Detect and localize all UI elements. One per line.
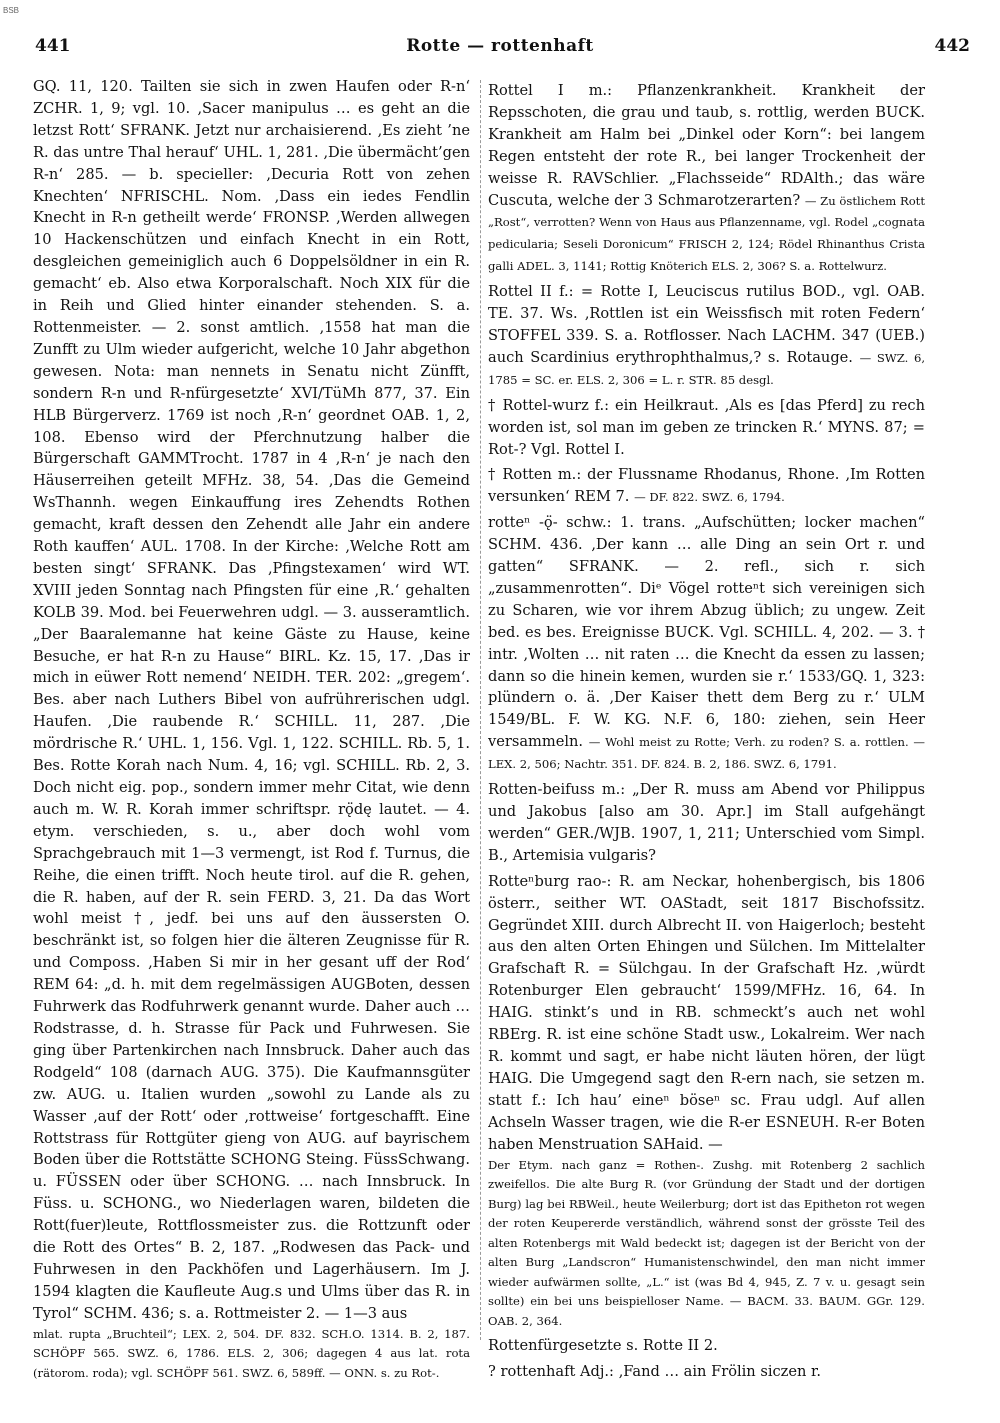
entry-rotten-beifuss [488, 779, 925, 867]
entry-note: — Wohl meist zu Rotte; Verh. zu roden? S. a. rottlen. — LEX. 2, 506; Nachtr. 351. DF. 824. B. 2, 186. SWZ. 6, 1791. [488, 735, 925, 772]
entry-rotten-verb [488, 512, 925, 775]
left-etymology-note: mlat. rupta „Bruchteil“; LEX. 2, 504. DF. 832. SCH.O. 1314. B. 2, 187. SCHÖPF 565. SWZ. 6, 1786. ELS. 2, 306; dagegen 4 aus lat. rota (rätorom. roda); vgl. SCHÖPF 561. SWZ. 6, 589ff. — ONN. s. zu Rot-. [33, 1326, 470, 1380]
library-stamp: BSB [3, 6, 20, 15]
entry-text: ? rottenhaft Adj.: ‚Fand … ain Frölin siczen r. [488, 1362, 822, 1380]
entry-note: — DF. 822. SWZ. 6, 1794. [634, 490, 785, 505]
entry-rottenburg [488, 871, 925, 1331]
entry-text: Rottel I m.: Pflanzenkrankheit. Krankheit der Repsschoten, die grau und taub, s. rottlig, werden BUCK. Krankheit am Halm bei „Dinkel oder Korn“: bei langem Regen entsteht der rote R., bei langer Trockenheit der weisse R. RAVSchlier. „Flachsseide“ RDAlth.; das wäre Cuscuta, welche der 3 Schmarotzerarten? [488, 82, 925, 209]
entry-note: Der Etym. nach ganz = Rothen-. Zushg. mit Rotenberg 2 sachlich zweifellos. Die alte Burg R. (vor Gründung der Stadt und der dortigen Burg) lag bei RBWeil., heute Weilerburg; dort ist das Epitheton rot wegen der roten Keupererde verständlich, während sonst der grösste Teil des alten Rotenbergs mit Wald bedeckt ist; dagegen ist der Bericht von der alten Burg „Landscron“ Humanistenschwindel, den man nicht immer wieder aufwärmen sollte, „L.“ ist (was Bd 4, 945, Z. 7 v. u. gesagt sein sollte) ein bei uns beispielloser Name. — BACM. 33. BAUM. GGr. 129. OAB. 2, 364. [488, 1157, 925, 1328]
running-head: Rotte — rottenhaft [406, 36, 594, 56]
entry-note: — SWZ. 6, 1785 = SC. er. ELS. 2, 306 = L. r. STR. 85 desgl. [488, 350, 925, 387]
entry-text: Rottel II f.: = Rotte I, Leuciscus rutilus BOD., vgl. OAB. TE. 37. Ws. ‚Rottlen ist ein Weissfisch mit roten Federn‘ STOFFEL 339. S. a. Rotflosser. Nach LACHM. 347 (UEB.) auch Scardinius erythrophthalmus,? s. Rotauge. [488, 283, 925, 366]
entry-text: rotteⁿ -ǫ̈- schw.: 1. trans. „Aufschütten; locker machen“ SCHM. 436. ‚Der kann … alle Ding an sein Ort r. und gatten“ SFRANK. — 2. refl., sich r. sich „zusammenrotten“. Diᵉ Vögel rotteⁿt sich vereinigen sich zu Scharen, wie vor ihrem Abzug üblich; zu ungew. Zeit bed. es bes. Ereignisse BUCK. Vgl. SCHILL. 4, 202. — 3. † intr. ‚Wolten … nit raten … die Knecht da essen zu lassen; dann so die hinein kemen, wurden sie r.‘ 1533/GQ. 1, 323: plündern o. ä. ‚Der Kaiser thett dem Berg zu r.‘ ULM 1549/BL. F. W. KG. N.F. 6, 180: ziehen, sein Heer versammeln. [488, 514, 925, 751]
entry-text: † Rottel-wurz f.: ein Heilkraut. ‚Als es [das Pferd] zu rech worden ist, sol man im geben ze trincken R.‘ MYNS. 87; = Rot-? Vgl. Rottel I. [488, 396, 925, 458]
entry-text: † Rotten m.: der Flussname Rhodanus, Rhone. ‚Im Rotten versunken‘ REM 7. [488, 466, 925, 506]
page-number-left: 441 [35, 36, 71, 56]
entry-rottenhaft [488, 1361, 925, 1383]
left-text: GQ. 11, 120. Tailten sie sich in zwen Haufen oder R-n‘ ZCHR. 1, 9; vgl. 10. ‚Sacer manipulus … es geht an die letzst Rott‘ SFRANK. Jetzt nur archaisierend. ‚Es zieht ’ne R. das untre Thal herauf‘ UHL. 1, 281. ‚Die übermächt’gen R-n‘ 285. — b. specieller: ‚Decuria Rott von zehen Knechten‘ NFRISCHL. Nom. ‚Dass ein iedes Fendlin Knecht in R-n getheilt werde‘ FRONSP. ‚Werden allwegen 10 Hackenschützen und einfach Knecht in ein Rott, desgleichen gemeiniglich auch 6 Doppelsöldner in ein R. gemacht‘ eb. Also etwa Korporalschaft. Noch XIX für die in Reih und Glied hinter einander stehenden. S. a. Rottenmeister. — 2. sonst amtlich. ‚1558 hat man die Zunfft zu Ulm wieder aufgericht, welche 10 Jahr abgethon gewesen. Nota: man nennets in Senatu nicht Zünfft, sondern R-n und R-nfürgesetzte‘ XVI/TüMh 877, 37. Ein HLB Bürgerverz. 1769 ist noch ‚R-n‘ geordnet OAB. 1, 2, 108. Ebenso wird der Pferchnutzung halber die Bürgerschaft GAMMTrocht. 1787 in 4 ‚R-n‘ je nach den Häuserreihen geteilt MFHz. 38, 54. ‚Das die Gemeind WsThannh. wegen Einkauffung ires Zehendts Rothen gemacht, kraft dessen den Zehendt alle Jahr ein andere Roth kauffen‘ AUL. 1708. In der Kirche: ‚Welche Rott am besten singt‘ SFRANK. Das ‚Pfingstexamen‘ wird WT. XVIII jeden Sonntag nach Pfingsten für eine ‚R.‘ gehalten KOLB 39. Mod. bei Feuerwehren udgl. — 3. ausseramtlich. „Der Baaralemanne hat keine Gäste zu Hause, keine Besuche, er hat R-n zu Hause“ BIRL. Kz. 15, 17. ‚Das ir mich in eüwer Rott nemend‘ NEIDH. TER. 202: „gregem‘. Bes. aber nach Luthers Bibel von aufrührerischen udgl. Haufen. ‚Die raubende R.‘ SCHILL. 11, 287. ‚Die mördrische R.‘ UHL. 1, 156. Vgl. 1, 122. SCHILL. Rb. 5, 1. Bes. Rotte Korah nach Num. 4, 16; vgl. SCHILL. Rb. 2, 3. Doch nicht eig. pop., sondern immer mehr Citat, wie denn auch m. W. R. Korah immer schriftspr. rǫ̈dę lautet. — 4. etym. verschieden, s. u., aber doch wohl vom Sprachgebrauch mit 1—3 vermengt, ist Rod f. Turnus, die Reihe, die einen trifft. Noch heute tirol. auf die R. gehen, die R. haben, auf der R. sein FERD. 3, 21. Da das Wort wohl meist †, jedf. bei uns auf den äussersten O. beschränkt ist, so folgen hier die älteren Zeugnisse für R. und Composs. ‚Haben Si mir in her gesant uff der Rod‘ REM 64: „d. h. mit dem regelmässigen AUGBoten, dessen Fuhrwerk das Rodfuhrwerk genannt wurde. Daher auch … Rodstrasse, d. h. Strasse für Pack und Fuhrwesen. Sie ging über Partenkirchen nach Innsbruck. Daher auch das Rodgeld“ 108 (darnach AUG. 375). Die Kaufmannsgüter zw. AUG. u. Italien wurden „sowohl zu Lande als zu Wasser ‚auf der Rott‘ oder ‚rottweise‘ fortgeschafft. Eine Rottstrass für Rottgüter gieng von AUG. auf bayrischem Boden über die Rottstätte SCHONG Steing. FüssSchwang. u. FÜSSEN oder über SCHONG. … nach Innsbruck. In Füss. u. SCHONG., wo Niederlagen waren, bildeten die Rott(fuer)leute, Rottflossmeister zus. die Rottzunft oder die Rott des Ortes“ B. 2, 187. „Rodwesen das Pack- und Fuhrwesen in den Packhöfen und Lagerhäusern. Im J. 1594 klagten die Kaufleute Aug.s und Ulms über das R. in Tyrol“ SCHM. 436; s. a. Rottmeister 2. — 1—3 aus [33, 78, 470, 1322]
left-column [33, 76, 470, 1406]
entry-text: Rottenfürgesetzte s. Rotte II 2. [488, 1337, 718, 1354]
entry-text: Rotten-beifuss m.: „Der R. muss am Abend vor Philippus und Jakobus [also am 30. Apr.] im Stall aufgehängt werden“ GER./WJB. 1907, 1, 211; Unterschied vom Simpl. B., Artemisia vulgaris? [488, 781, 925, 864]
page-number-right: 442 [934, 36, 970, 56]
entry-rottel-2 [488, 281, 925, 391]
entry-rotten [488, 464, 925, 508]
entry-note: — Zu östlichem Rott „Rost“, verrotten? Wenn von Haus aus Pflanzenname, vgl. Rodel „cognata pedicularia; Seseli Doronicum“ FRISCH 2, 124; Rödel Rhinanthus Crista galli ADEL. 3, 1141; Rottig Knöterich ELS. 2, 306? S. a. Rottelwurz. [488, 193, 925, 274]
page-header [30, 36, 970, 62]
column-divider [480, 80, 481, 1340]
entry-rottenfuergesetzte [488, 1335, 925, 1357]
right-column [488, 76, 925, 1406]
entry-rottel-1 [488, 80, 925, 277]
entry-rottel-wurz [488, 395, 925, 461]
entry-text: Rotteⁿburg rao-: R. am Neckar, hohenbergisch, bis 1806 österr., seither WT. OAStadt, seit 1817 Bischofssitz. Gegründet XIII. durch Albrecht II. von Haigerloch; besteht aus den alten Orten Ehingen und Sülchen. Im Mittelalter Grafschaft R. = Sülchgau. In der Grafschaft Hz. ‚würdt Rotenburger Elen gebraucht‘ 1599/MFHz. 16, 64. In HAIG. stinkt’s und in RB. schmeckt’s auch net wohl RBErg. R. ist eine schöne Stadt usw., Lokalreim. Wer nach R. kommt und sagt, er habe nicht läuten hören, der lügt HAIG. Die Umgegend sagt den R-ern nach, sie setzen m. statt f.: Ich hau’ eineⁿ böseⁿ sc. Frau udgl. Auf allen Achseln Wasser tragen, wie die R-er ESNEUH. R-er Boten haben Menstruation SAHaid. — [488, 872, 925, 1153]
